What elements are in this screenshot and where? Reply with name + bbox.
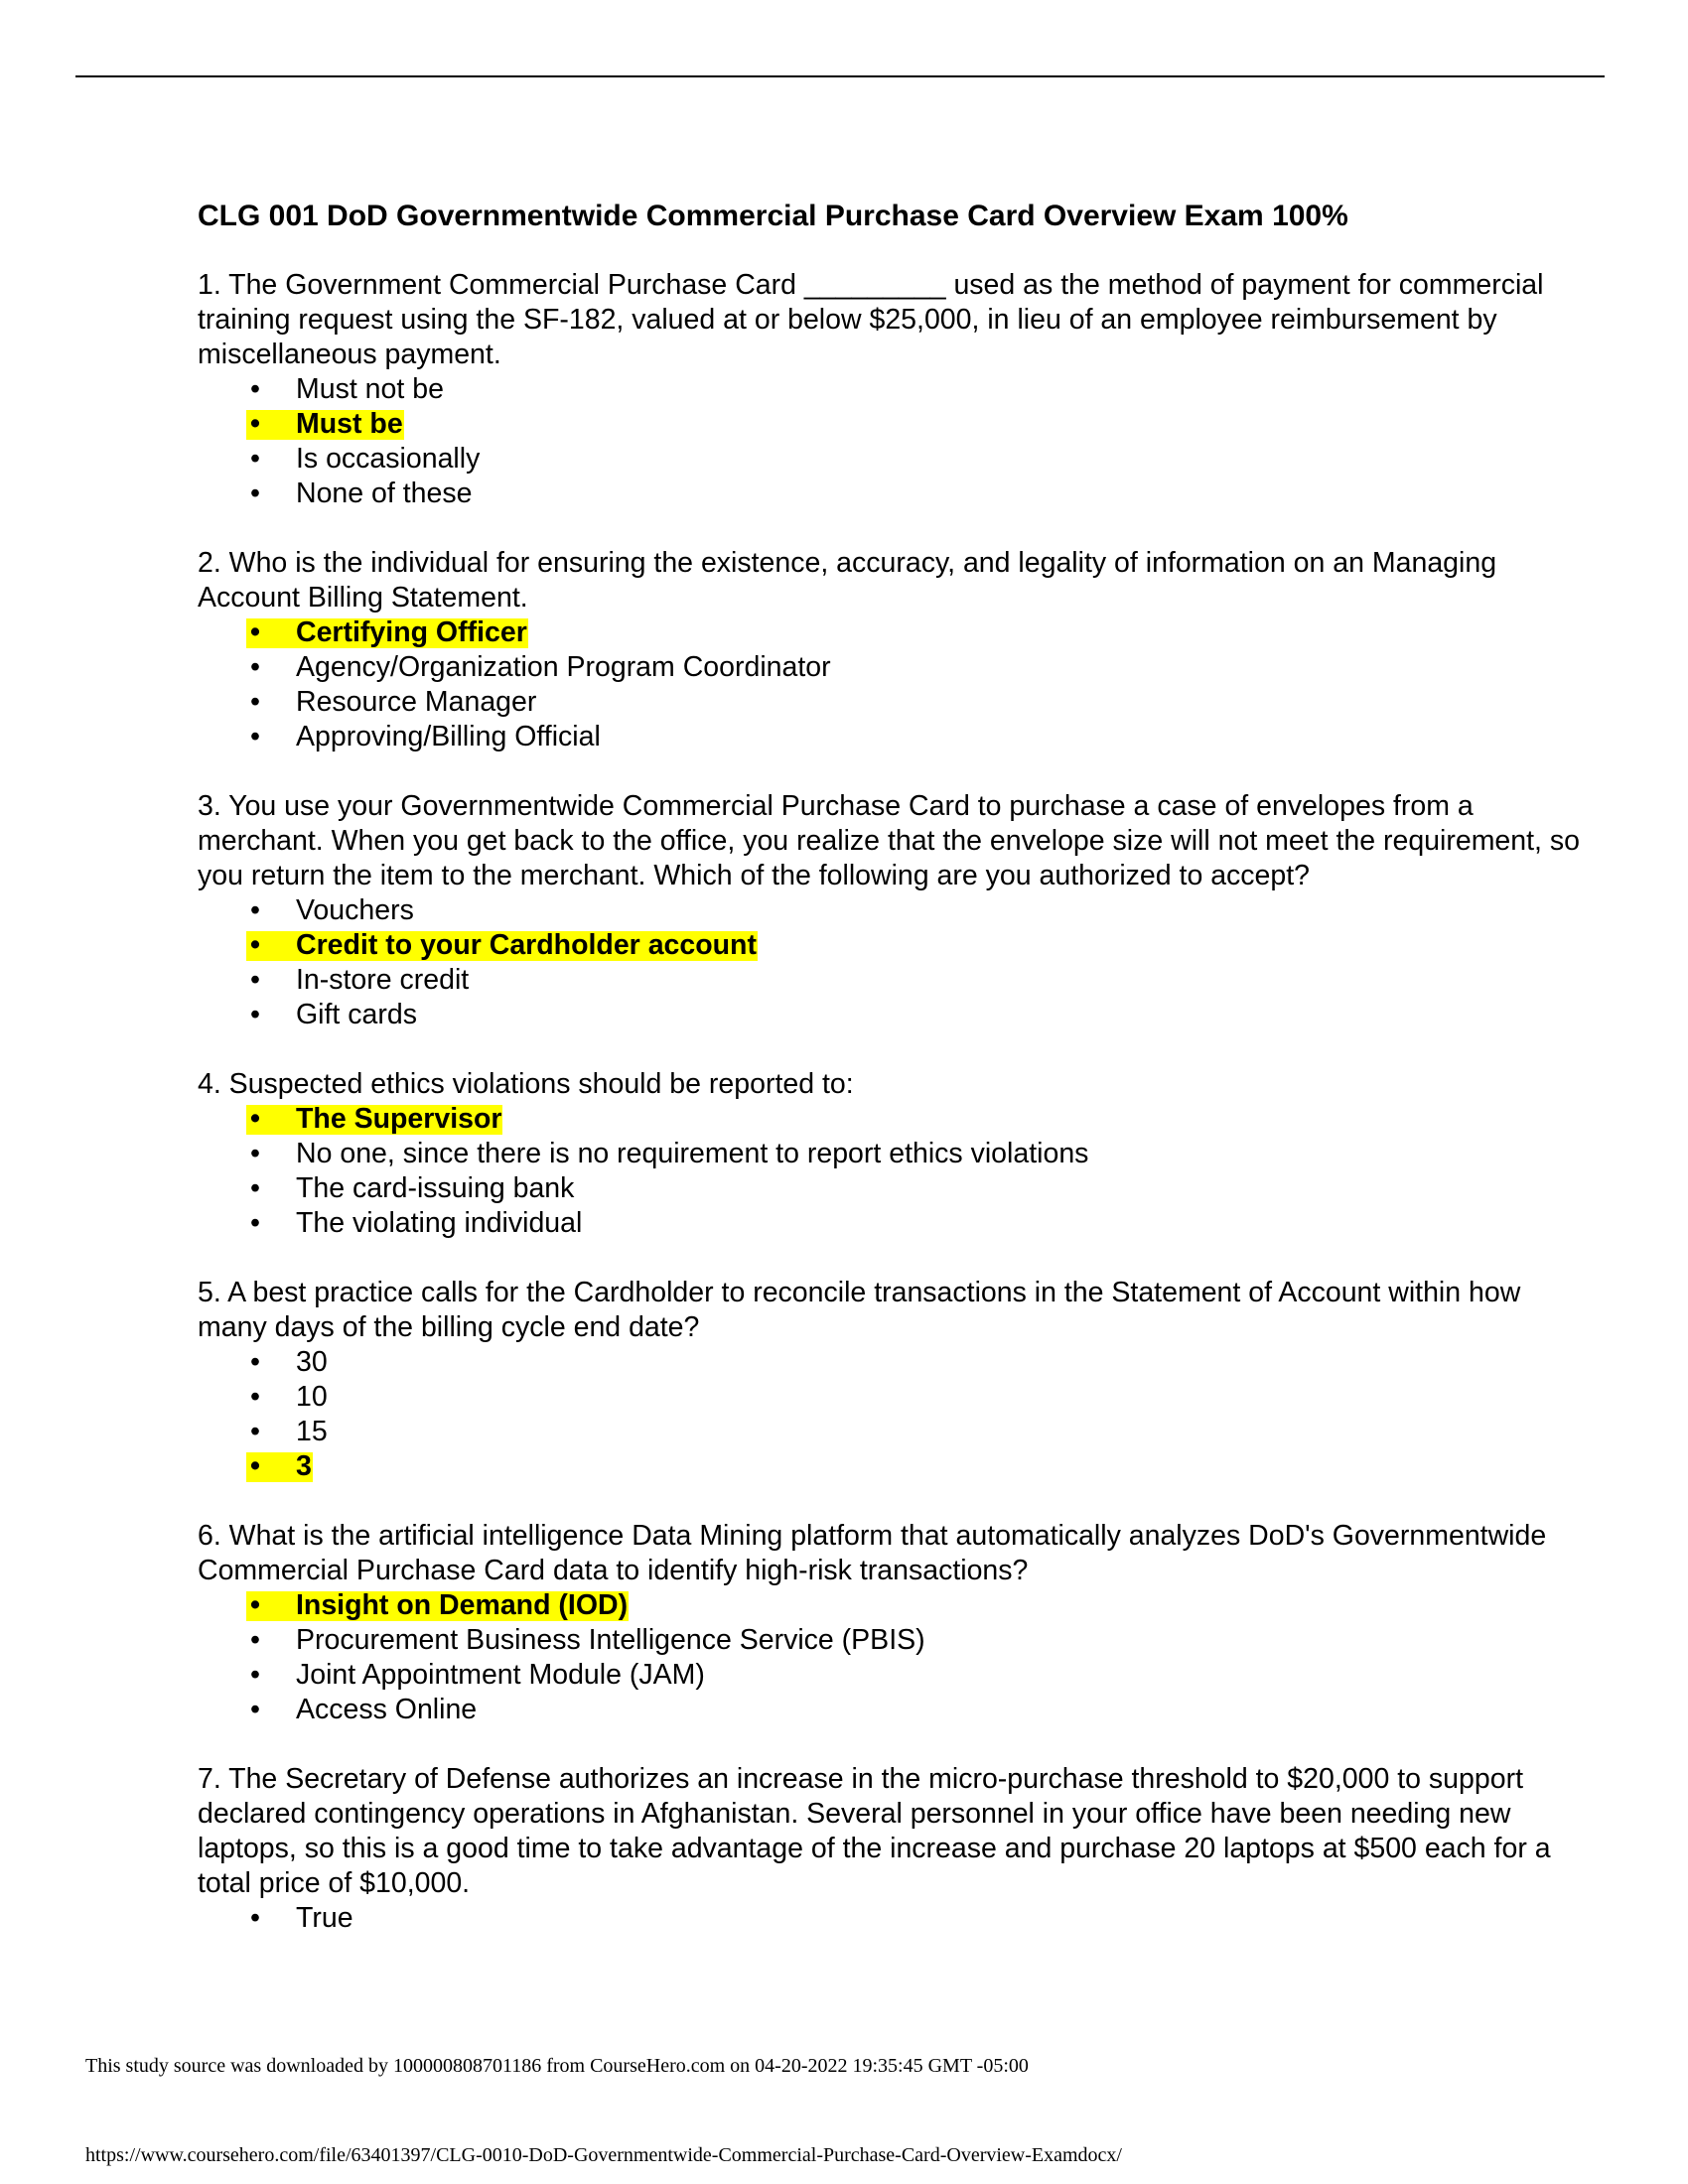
bullet-icon: • [250, 616, 260, 648]
bullet-icon: • [250, 929, 260, 961]
option-label: The violating individual [296, 1207, 583, 1239]
option-label: Gift cards [296, 999, 417, 1030]
option-label: Is occasionally [296, 443, 481, 475]
option-label: The card-issuing bank [296, 1172, 575, 1204]
question-5 [198, 1276, 1588, 1484]
document-title: CLG 001 DoD Governmentwide Commercial Purchase Card Overview Exam 100% [198, 200, 1348, 232]
option-label: 15 [296, 1416, 328, 1447]
bullet-icon: • [250, 1589, 260, 1621]
option-label: 10 [296, 1381, 328, 1413]
option-label: Procurement Business Intelligence Service (PBIS) [296, 1624, 925, 1656]
question-7 [198, 1762, 1588, 1936]
bullet-icon: • [250, 1416, 260, 1447]
bullet-icon: • [250, 1172, 260, 1204]
bullet-icon: • [250, 721, 260, 752]
option-item-correct-answer [198, 928, 1588, 963]
option-label: Certifying Officer [296, 616, 527, 648]
option-label: 30 [296, 1346, 328, 1378]
question-text: 5. A best practice calls for the Cardholder to reconcile transactions in the Statement of Account within how many days of the billing cycle end date? [198, 1277, 1521, 1343]
option-label: Access Online [296, 1694, 478, 1725]
option-label: Credit to your Cardholder account [296, 929, 757, 961]
option-label: None of these [296, 478, 473, 509]
question-list [198, 268, 1588, 1936]
option-label: Resource Manager [296, 686, 537, 718]
bullet-icon: • [250, 443, 260, 475]
option-item [198, 372, 1588, 407]
bullet-icon: • [250, 478, 260, 509]
bullet-icon: • [250, 1659, 260, 1691]
document-body [198, 199, 1588, 1971]
bullet-icon: • [250, 1103, 260, 1135]
option-item [198, 1693, 1588, 1727]
option-label: Vouchers [296, 894, 414, 926]
option-label: Approving/Billing Official [296, 721, 601, 752]
bullet-icon: • [250, 964, 260, 996]
footer-source-line: This study source was downloaded by 100000808701186 from CourseHero.com on 04-20-2022 19:35:45 GMT -05:00 [85, 2055, 1029, 2077]
option-item [198, 477, 1588, 511]
option-item [198, 1380, 1588, 1415]
option-item-correct-answer [198, 1102, 1588, 1137]
option-label: The Supervisor [296, 1103, 502, 1135]
question-3 [198, 789, 1588, 1032]
option-label: True [296, 1902, 353, 1934]
bullet-icon: • [250, 1450, 260, 1482]
option-item [198, 1171, 1588, 1206]
option-label: Joint Appointment Module (JAM) [296, 1659, 705, 1691]
option-list [198, 1588, 1588, 1727]
option-item-correct-answer [198, 407, 1588, 442]
option-item [198, 1137, 1588, 1171]
footer-url[interactable]: https://www.coursehero.com/file/63401397/CLG-0010-DoD-Governmentwide-Commercial-Purchase-Card-Overview-Examdocx/ [85, 2144, 1122, 2166]
option-item-correct-answer [198, 1449, 1588, 1484]
option-label: Must be [296, 408, 403, 440]
bullet-icon: • [250, 1694, 260, 1725]
question-4 [198, 1067, 1588, 1241]
option-label: Insight on Demand (IOD) [296, 1589, 629, 1621]
top-rule [75, 75, 1605, 77]
bullet-icon: • [250, 408, 260, 440]
bullet-icon: • [250, 894, 260, 926]
option-item-correct-answer [198, 615, 1588, 650]
option-label: Agency/Organization Program Coordinator [296, 651, 831, 683]
option-item [198, 442, 1588, 477]
bullet-icon: • [250, 373, 260, 405]
question-text: 1. The Government Commercial Purchase Card _________ used as the method of payment for commercial training request using the SF-182, valued at or below $25,000, in lieu of an employee reimbursement by miscellaneous payment. [198, 269, 1544, 370]
option-list [198, 1345, 1588, 1484]
option-item [198, 998, 1588, 1032]
question-text: 6. What is the artificial intelligence Data Mining platform that automatically analyzes DoD's Governmentwide Commercial Purchase Card data to identify high-risk transactions? [198, 1520, 1547, 1586]
question-text: 4. Suspected ethics violations should be reported to: [198, 1068, 854, 1100]
option-list [198, 893, 1588, 1032]
bullet-icon: • [250, 1138, 260, 1169]
option-item [198, 685, 1588, 720]
option-label: Must not be [296, 373, 444, 405]
option-item [198, 650, 1588, 685]
option-label: In-store credit [296, 964, 470, 996]
option-label: 3 [296, 1450, 312, 1482]
bullet-icon: • [250, 1624, 260, 1656]
question-text: 7. The Secretary of Defense authorizes an increase in the micro-purchase threshold to $20,000 to support declared contingency operations in Afghanistan. Several personnel in your office have been needing new laptops, so this is a good time to take advantage of the increase and purchase 20 laptops at $500 each for a total price of $10,000. [198, 1763, 1551, 1899]
option-item [198, 720, 1588, 754]
question-text: 2. Who is the individual for ensuring the existence, accuracy, and legality of information on an Managing Account Billing Statement. [198, 547, 1497, 614]
option-list [198, 1102, 1588, 1241]
option-item [198, 963, 1588, 998]
option-list [198, 1901, 1588, 1936]
bullet-icon: • [250, 1207, 260, 1239]
bullet-icon: • [250, 999, 260, 1030]
question-text: 3. You use your Governmentwide Commercial Purchase Card to purchase a case of envelopes from a merchant. When you get back to the office, you realize that the envelope size will not meet the requirement, so you return the item to the merchant. Which of the following are you authorized to accept? [198, 790, 1580, 891]
question-6 [198, 1519, 1588, 1727]
option-item-correct-answer [198, 1588, 1588, 1623]
question-2 [198, 546, 1588, 754]
question-1 [198, 268, 1588, 511]
bullet-icon: • [250, 1346, 260, 1378]
bullet-icon: • [250, 1381, 260, 1413]
option-item [198, 1658, 1588, 1693]
option-item [198, 1623, 1588, 1658]
bullet-icon: • [250, 686, 260, 718]
option-item [198, 1415, 1588, 1449]
bullet-icon: • [250, 651, 260, 683]
option-label: No one, since there is no requirement to report ethics violations [296, 1138, 1089, 1169]
option-item [198, 1901, 1588, 1936]
option-item [198, 1206, 1588, 1241]
option-item [198, 1345, 1588, 1380]
option-list [198, 615, 1588, 754]
option-list [198, 372, 1588, 511]
bullet-icon: • [250, 1902, 260, 1934]
option-item [198, 893, 1588, 928]
